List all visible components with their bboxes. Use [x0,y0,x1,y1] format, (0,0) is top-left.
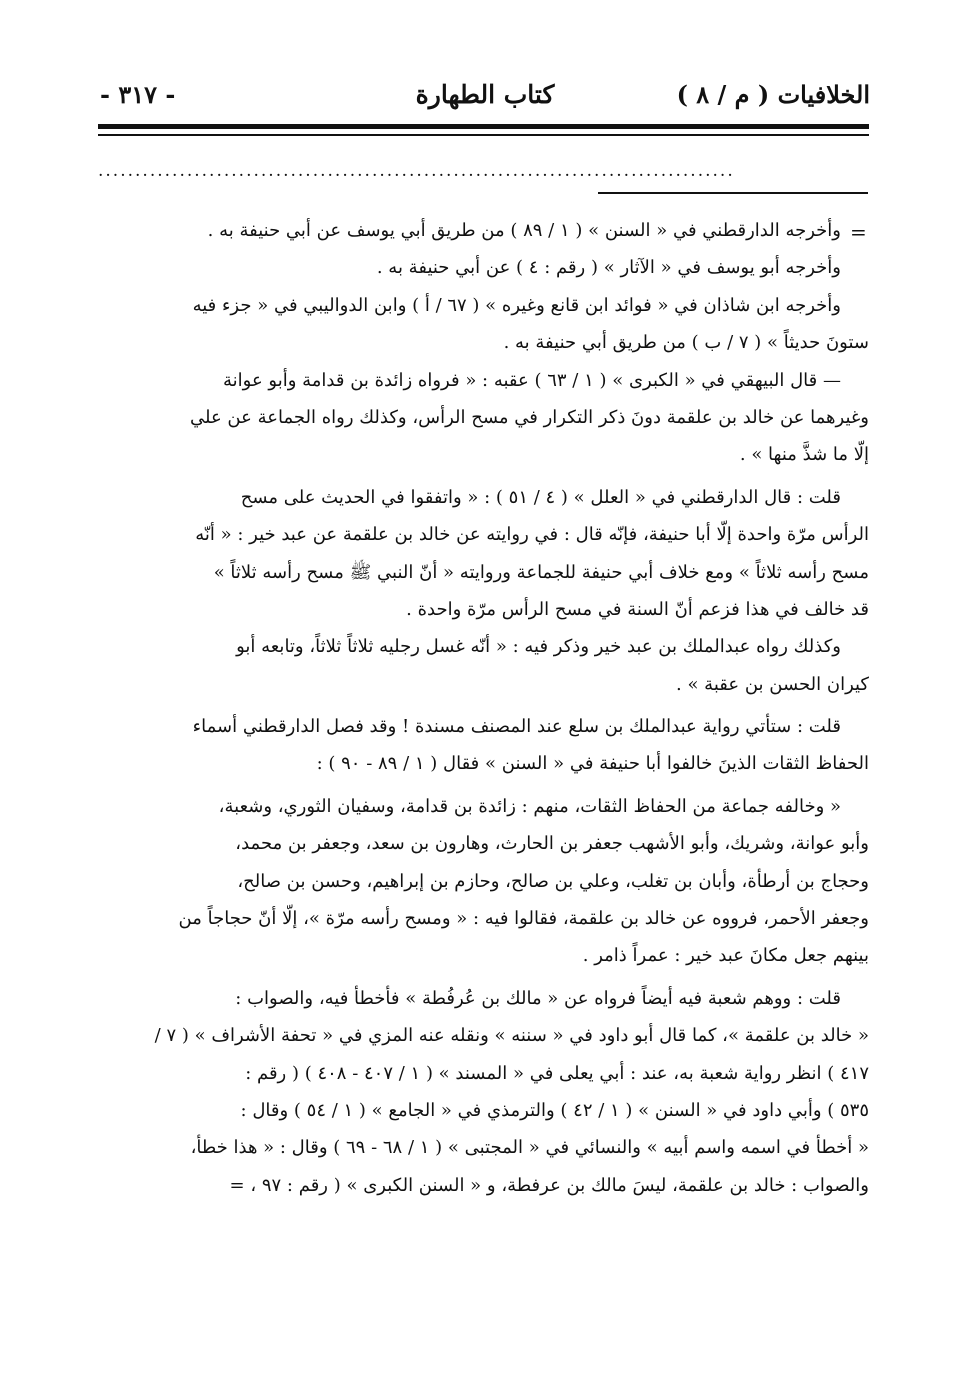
text-line: وأخرجه الدارقطني في « السنن » ( ١ / ٨٩ ) من طريق أبي يوسف عن أبي حنيفة به . [207,220,841,241]
text-line: وجعفر الأحمر، فرووه عن خالد بن علقمة، فقالوا فيه : « ومسح رأسه مرّة »، إلّا أنّ حجاجاً من [178,908,869,930]
text-line: قلت : ستأتي رواية عبدالملك بن سلع عند المصنف مسندة ! وقد فصل الدارقطني أسماء [192,716,841,738]
header-chapter-title: كتاب الطهارة [415,80,555,109]
text-line: « خالد بن علقمة »، كما قال أبو داود في « سننه » ونقله عنه المزي في « تحفة الأشراف » ( ٧ / [154,1025,869,1047]
text-line: « وخالفه جماعة من الحفاظ الثقات، منهم : زائدة بن قدامة، وسفيان الثوري، وشعبة، [218,795,841,817]
text-line: وأخرجه ابن شاذان في « فوائد ابن قانع وغيره » ( ٦٧ / أ ) وابن الدواليبي في « جزء فيه [192,294,841,316]
header-book-title: الخلافيات ( م / ٨ ) [676,80,870,109]
header-rule-thin [98,134,869,136]
text-line: بينهم جعل مكانَ عبد خير : عمراً ذامر . [582,945,869,967]
text-line: إلّا ما شذَّ منها » . [739,444,869,466]
header-rule-thick [98,124,869,129]
text-line: وكذلك رواه عبدالملك بن عبد خير وذكر فيه : « أنّه غسل رجليه ثلاثاً ثلاثاً، وتابعه أبو [236,636,841,658]
continuation-dots: ...................................................................................... [98,162,735,180]
running-header [100,80,870,120]
text-line: — قال البيهقي في « الكبرى » ( ١ / ٦٣ ) عقبه : « فرواه زائدة بن قدامة وأبو عوانة [222,369,841,391]
text-line: « أخطأ في اسمه واسم أبيه » والنسائي في « المجتبى » ( ١ / ٦٨ - ٦٩ ) وقال : « هذا خطأ، [190,1137,869,1159]
text-line: وحجاج بن أرطأة، وأبان بن تغلب، وعلي بن صالح، وحازم بن إبراهيم، وحسن بن صالح، [237,870,869,892]
text-line: وغيرهما عن خالد بن علقمة دونَ ذكر التكرار في مسح الرأس، وكذلك رواه الجماعة عن علي [190,406,869,428]
text-line: والصواب : خالد بن علقمة، ليسَ مالك بن عرفطة، و « السنن الكبرى » ( رقم : ٩٧ ، = [229,1174,869,1196]
text-line: قلت : قال الدارقطني في « العلل » ( ٤ / ٥١ ) : « واتفقوا في الحديث على مسح [240,486,841,508]
text-line: الرأس مرّة واحدة إلّا أبا حنيفة، فإنّه قال : في روايته عن خالد بن علقمة عن عبد خير : « أنّه [195,524,869,546]
text-line: قد خالف في هذا فزعم أنّ السنة في مسح الرأس مرّة واحدة . [406,598,869,620]
text-line: قلت : ووهم شعبة فيه أيضاً فرواه عن « مالك بن عُرفُطة » فأخطأ فيه، والصواب : [235,987,841,1009]
footnote-continuation-mark: = [850,220,867,244]
text-line: وأخرجه أبو يوسف في « الآثار » ( رقم : ٤ ) عن أبي حنيفة به . [376,257,841,279]
text-line: وأبو عوانة، وشريك، وأبو الأشهب جعفر بن الحارث، وهارون بن سعد، وجعفر بن محمد، [235,833,869,855]
text-line: ٤١٧ ) انظر رواية شعبة به، عند : أبي يعلى في « المسند » ( ١ / ٤٠٧ - ٤٠٨ ) ( رقم : [245,1062,869,1084]
text-line: كيران الحسن بن عقبة » . [676,673,869,695]
page-number: - ٣١٧ - [100,80,176,109]
text-line: ٥٣٥ ) وأبي داود في « السنن » ( ١ / ٤٢ ) والترمذي في « الجامع » ( ١ / ٥٤ ) وقال : [240,1099,869,1121]
text-line: مسح رأسه ثلاثاً » ومع خلاف أبي حنيفة للجماعة وروايته « أنّ النبي ﷺ مسح رأسه ثلاثاً » [213,561,869,583]
text-line: الحفاظ الثقات الذينَ خالفوا أبا حنيفة في « السنن » فقال ( ١ / ٨٩ - ٩٠ ) : [316,753,869,775]
footnote-rule [598,192,868,194]
footnote-body [98,212,869,1204]
text-line: ستونَ حديثاً » ( ٧ / ب ) من طريق أبي حنيفة به . [503,332,869,354]
